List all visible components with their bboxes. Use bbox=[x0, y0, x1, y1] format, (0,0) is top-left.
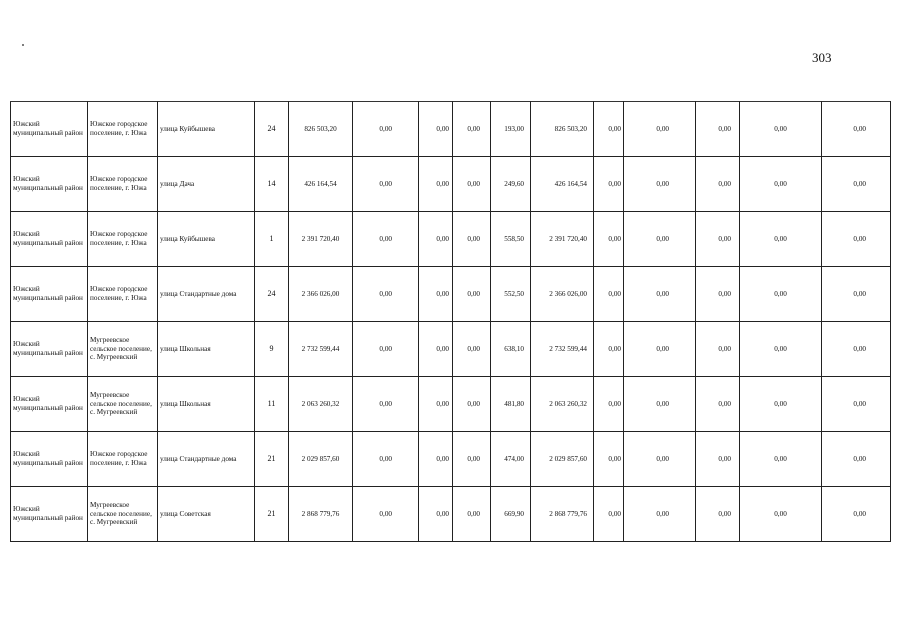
street-cell: улица Куйбышева bbox=[158, 102, 255, 157]
settlement-cell: Мугреевское сельское поселение, с. Мугреевский bbox=[88, 322, 158, 377]
value-cell-c: 0,00 bbox=[696, 157, 740, 212]
table-row bbox=[11, 487, 891, 542]
house-number-cell: 24 bbox=[255, 267, 289, 322]
total-cost-cell: 2 063 260,32 bbox=[289, 377, 353, 432]
table-row bbox=[11, 267, 891, 322]
street-cell: улица Стандартные дома bbox=[158, 432, 255, 487]
district-cell: Южский муниципальный район bbox=[11, 102, 88, 157]
settlement-cell: Мугреевское сельское поселение, с. Мугреевский bbox=[88, 377, 158, 432]
value-cell-a: 0,00 bbox=[594, 377, 624, 432]
total-cost-cell: 426 164,54 bbox=[289, 157, 353, 212]
value-cell-c: 0,00 bbox=[696, 487, 740, 542]
region-share-cell: 0,00 bbox=[419, 377, 453, 432]
area-cell: 481,80 bbox=[491, 377, 531, 432]
value-cell-a: 0,00 bbox=[594, 212, 624, 267]
table-row bbox=[11, 432, 891, 487]
street-cell: улица Школьная bbox=[158, 377, 255, 432]
municipal-share-cell: 0,00 bbox=[453, 212, 491, 267]
fund-cost-cell: 0,00 bbox=[353, 487, 419, 542]
value-cell-c: 0,00 bbox=[696, 267, 740, 322]
street-cell: улица Советская bbox=[158, 487, 255, 542]
value-cell-b: 0,00 bbox=[624, 267, 696, 322]
value-cell-a: 0,00 bbox=[594, 322, 624, 377]
value-cell-e: 0,00 bbox=[822, 267, 891, 322]
street-cell: улица Дача bbox=[158, 157, 255, 212]
value-cell-d: 0,00 bbox=[740, 212, 822, 267]
municipal-share-cell: 0,00 bbox=[453, 487, 491, 542]
owners-funds-cell: 426 164,54 bbox=[531, 157, 594, 212]
owners-funds-cell: 2 063 260,32 bbox=[531, 377, 594, 432]
value-cell-e: 0,00 bbox=[822, 157, 891, 212]
value-cell-d: 0,00 bbox=[740, 322, 822, 377]
fund-cost-cell: 0,00 bbox=[353, 157, 419, 212]
value-cell-b: 0,00 bbox=[624, 487, 696, 542]
area-cell: 474,00 bbox=[491, 432, 531, 487]
owners-funds-cell: 2 732 599,44 bbox=[531, 322, 594, 377]
municipal-share-cell: 0,00 bbox=[453, 432, 491, 487]
fund-cost-cell: 0,00 bbox=[353, 267, 419, 322]
district-cell: Южский муниципальный район bbox=[11, 487, 88, 542]
settlement-cell: Южское городское поселение, г. Южа bbox=[88, 102, 158, 157]
owners-funds-cell: 2 029 857,60 bbox=[531, 432, 594, 487]
fund-cost-cell: 0,00 bbox=[353, 212, 419, 267]
street-cell: улица Школьная bbox=[158, 322, 255, 377]
region-share-cell: 0,00 bbox=[419, 102, 453, 157]
municipal-share-cell: 0,00 bbox=[453, 267, 491, 322]
value-cell-e: 0,00 bbox=[822, 322, 891, 377]
table-row bbox=[11, 102, 891, 157]
value-cell-d: 0,00 bbox=[740, 102, 822, 157]
value-cell-c: 0,00 bbox=[696, 432, 740, 487]
settlement-cell: Южское городское поселение, г. Южа bbox=[88, 157, 158, 212]
region-share-cell: 0,00 bbox=[419, 267, 453, 322]
housing-repair-table bbox=[10, 101, 891, 542]
house-number-cell: 14 bbox=[255, 157, 289, 212]
area-cell: 249,60 bbox=[491, 157, 531, 212]
total-cost-cell: 2 029 857,60 bbox=[289, 432, 353, 487]
table-row bbox=[11, 377, 891, 432]
value-cell-a: 0,00 bbox=[594, 487, 624, 542]
value-cell-c: 0,00 bbox=[696, 212, 740, 267]
value-cell-d: 0,00 bbox=[740, 157, 822, 212]
street-cell: улица Куйбышева bbox=[158, 212, 255, 267]
total-cost-cell: 2 391 720,40 bbox=[289, 212, 353, 267]
value-cell-b: 0,00 bbox=[624, 322, 696, 377]
area-cell: 552,50 bbox=[491, 267, 531, 322]
value-cell-e: 0,00 bbox=[822, 487, 891, 542]
table-row bbox=[11, 322, 891, 377]
municipal-share-cell: 0,00 bbox=[453, 322, 491, 377]
value-cell-b: 0,00 bbox=[624, 377, 696, 432]
table-row bbox=[11, 157, 891, 212]
fund-cost-cell: 0,00 bbox=[353, 322, 419, 377]
value-cell-e: 0,00 bbox=[822, 377, 891, 432]
street-cell: улица Стандартные дома bbox=[158, 267, 255, 322]
value-cell-c: 0,00 bbox=[696, 102, 740, 157]
owners-funds-cell: 2 391 720,40 bbox=[531, 212, 594, 267]
value-cell-d: 0,00 bbox=[740, 377, 822, 432]
area-cell: 558,50 bbox=[491, 212, 531, 267]
house-number-cell: 21 bbox=[255, 487, 289, 542]
value-cell-a: 0,00 bbox=[594, 102, 624, 157]
value-cell-e: 0,00 bbox=[822, 432, 891, 487]
house-number-cell: 24 bbox=[255, 102, 289, 157]
district-cell: Южский муниципальный район bbox=[11, 267, 88, 322]
total-cost-cell: 2 732 599,44 bbox=[289, 322, 353, 377]
municipal-share-cell: 0,00 bbox=[453, 102, 491, 157]
settlement-cell: Мугреевское сельское поселение, с. Мугреевский bbox=[88, 487, 158, 542]
value-cell-a: 0,00 bbox=[594, 267, 624, 322]
value-cell-b: 0,00 bbox=[624, 432, 696, 487]
district-cell: Южский муниципальный район bbox=[11, 377, 88, 432]
value-cell-b: 0,00 bbox=[624, 212, 696, 267]
total-cost-cell: 2 366 026,00 bbox=[289, 267, 353, 322]
settlement-cell: Южское городское поселение, г. Южа bbox=[88, 267, 158, 322]
owners-funds-cell: 2 366 026,00 bbox=[531, 267, 594, 322]
owners-funds-cell: 2 868 779,76 bbox=[531, 487, 594, 542]
value-cell-d: 0,00 bbox=[740, 267, 822, 322]
region-share-cell: 0,00 bbox=[419, 322, 453, 377]
house-number-cell: 21 bbox=[255, 432, 289, 487]
settlement-cell: Южское городское поселение, г. Южа bbox=[88, 432, 158, 487]
region-share-cell: 0,00 bbox=[419, 212, 453, 267]
region-share-cell: 0,00 bbox=[419, 432, 453, 487]
table-row bbox=[11, 212, 891, 267]
area-cell: 193,00 bbox=[491, 102, 531, 157]
page-number: 303 bbox=[812, 50, 832, 65]
district-cell: Южский муниципальный район bbox=[11, 432, 88, 487]
value-cell-e: 0,00 bbox=[822, 102, 891, 157]
value-cell-a: 0,00 bbox=[594, 157, 624, 212]
district-cell: Южский муниципальный район bbox=[11, 157, 88, 212]
house-number-cell: 11 bbox=[255, 377, 289, 432]
scan-speck bbox=[22, 44, 24, 46]
value-cell-d: 0,00 bbox=[740, 487, 822, 542]
fund-cost-cell: 0,00 bbox=[353, 377, 419, 432]
house-number-cell: 9 bbox=[255, 322, 289, 377]
fund-cost-cell: 0,00 bbox=[353, 102, 419, 157]
house-number-cell: 1 bbox=[255, 212, 289, 267]
municipal-share-cell: 0,00 bbox=[453, 377, 491, 432]
value-cell-c: 0,00 bbox=[696, 322, 740, 377]
total-cost-cell: 2 868 779,76 bbox=[289, 487, 353, 542]
region-share-cell: 0,00 bbox=[419, 487, 453, 542]
settlement-cell: Южское городское поселение, г. Южа bbox=[88, 212, 158, 267]
value-cell-b: 0,00 bbox=[624, 102, 696, 157]
value-cell-b: 0,00 bbox=[624, 157, 696, 212]
value-cell-d: 0,00 bbox=[740, 432, 822, 487]
total-cost-cell: 826 503,20 bbox=[289, 102, 353, 157]
value-cell-e: 0,00 bbox=[822, 212, 891, 267]
value-cell-c: 0,00 bbox=[696, 377, 740, 432]
municipal-share-cell: 0,00 bbox=[453, 157, 491, 212]
owners-funds-cell: 826 503,20 bbox=[531, 102, 594, 157]
district-cell: Южский муниципальный район bbox=[11, 322, 88, 377]
district-cell: Южский муниципальный район bbox=[11, 212, 88, 267]
value-cell-a: 0,00 bbox=[594, 432, 624, 487]
fund-cost-cell: 0,00 bbox=[353, 432, 419, 487]
area-cell: 669,90 bbox=[491, 487, 531, 542]
region-share-cell: 0,00 bbox=[419, 157, 453, 212]
area-cell: 638,10 bbox=[491, 322, 531, 377]
